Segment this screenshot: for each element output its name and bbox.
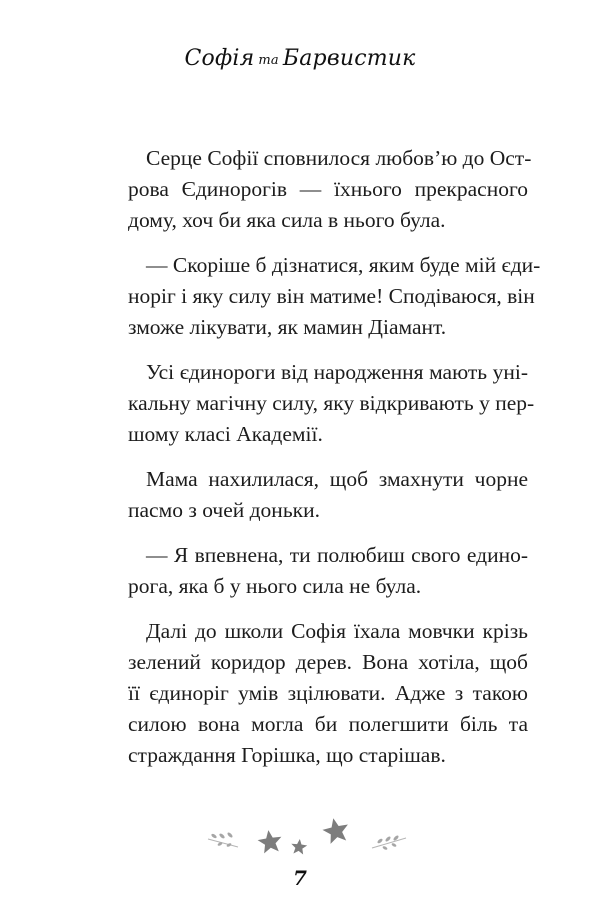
star-icon	[290, 838, 307, 855]
leaf-sprig-icon	[208, 832, 238, 848]
star-icon	[256, 828, 283, 854]
running-head-title-part1: Софія	[184, 46, 255, 71]
paragraph-5	[110, 540, 528, 602]
text-line: Мама нахилилася, щоб змахнути чорне	[146, 467, 528, 491]
paragraph-3	[110, 357, 535, 450]
text-line: зможе лікувати, як мамин Діамант.	[128, 315, 447, 339]
text-line: рога, яка б у нього сила не була.	[128, 574, 422, 598]
text-line: рова Єдинорогів — їхнього прекрасного	[128, 177, 528, 201]
page-number: 7	[293, 866, 307, 890]
paragraph-2	[110, 250, 541, 343]
paragraph-6	[110, 616, 528, 771]
text-line: Далі до школи Софія їхала мовчки крізь	[146, 619, 528, 643]
paragraph-1	[110, 143, 532, 236]
text-line: зелений коридор дерев. Вона хотіла, щоб	[128, 650, 528, 674]
running-head-conjunction: та	[258, 53, 279, 68]
running-head-title-part2: Барвистик	[282, 46, 416, 71]
running-head	[0, 46, 600, 71]
text-line: пасмо з очей доньки.	[128, 498, 320, 522]
decorative-ornament	[200, 812, 440, 862]
text-line: Серце Софії сповнилося любов’ю до Ост-	[146, 146, 532, 170]
text-line: Усі єдинороги від народження мають уні-	[146, 360, 528, 384]
text-line: — Я впевнена, ти полюбиш свого едино-	[146, 543, 528, 567]
paragraph-4	[110, 464, 528, 526]
text-line: ноpіг і яку силу він матиме! Сподіваюся, він	[128, 284, 535, 308]
body-text	[110, 143, 541, 785]
text-line: дому, хоч би яка сила в нього була.	[128, 208, 446, 232]
text-line: її єдиноріг умів зцілювати. Адже з такою	[128, 681, 528, 705]
text-line: кальну магічну силу, яку відкривають у пер-	[128, 391, 535, 415]
text-line: — Скоріше б дізнатися, яким буде мій єди-	[146, 253, 541, 277]
text-line: силою вона могла би полегшити біль та	[128, 712, 528, 736]
text-line: шому класі Академії.	[128, 422, 323, 446]
leaf-sprig-icon	[372, 835, 406, 851]
text-line: страждання Горішка, що старішав.	[128, 743, 446, 767]
star-icon	[321, 816, 352, 845]
